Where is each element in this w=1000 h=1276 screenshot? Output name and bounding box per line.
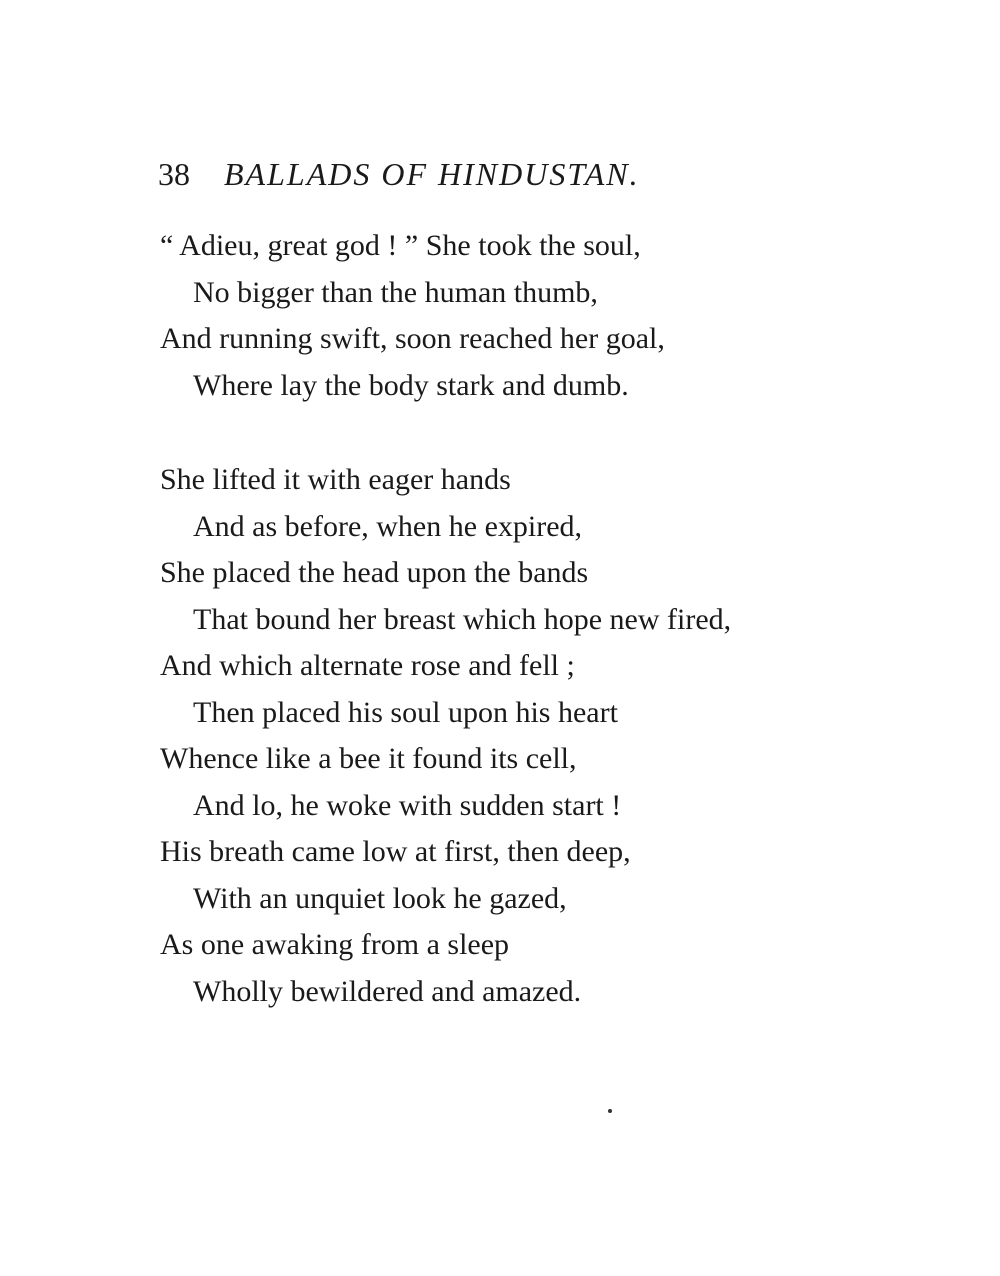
verse-line: That bound her breast which hope new fired, xyxy=(193,602,732,636)
running-title: BALLADS OF HINDUSTAN. xyxy=(224,156,640,192)
stanza-1 xyxy=(160,223,665,409)
verse-line: As one awaking from a sleep xyxy=(160,928,510,961)
stanza-2 xyxy=(160,457,731,1015)
page-number: 38 xyxy=(158,156,190,192)
verse-line: No bigger than the human thumb, xyxy=(193,275,598,309)
verse-line: And lo, he woke with sudden start ! xyxy=(193,788,622,822)
ink-speck xyxy=(608,1109,612,1113)
verse-line: Where lay the body stark and dumb. xyxy=(193,368,629,402)
verse-line: His breath came low at first, then deep, xyxy=(160,835,631,868)
verse-line: Whence like a bee it found its cell, xyxy=(160,742,577,775)
page-header xyxy=(158,150,640,198)
verse-line: And as before, when he expired, xyxy=(193,509,583,543)
verse-line: She lifted it with eager hands xyxy=(160,463,511,496)
verse-line: With an unquiet look he gazed, xyxy=(193,881,567,915)
verse-line: Wholly bewildered and amazed. xyxy=(193,974,582,1008)
verse-line: And which alternate rose and fell ; xyxy=(160,649,575,682)
verse-line: She placed the head upon the bands xyxy=(160,556,589,589)
verse-line: And running swift, soon reached her goal, xyxy=(160,322,665,355)
verse-line: “ Adieu, great god ! ” She took the soul, xyxy=(160,229,641,262)
verse-line: Then placed his soul upon his heart xyxy=(193,695,618,729)
